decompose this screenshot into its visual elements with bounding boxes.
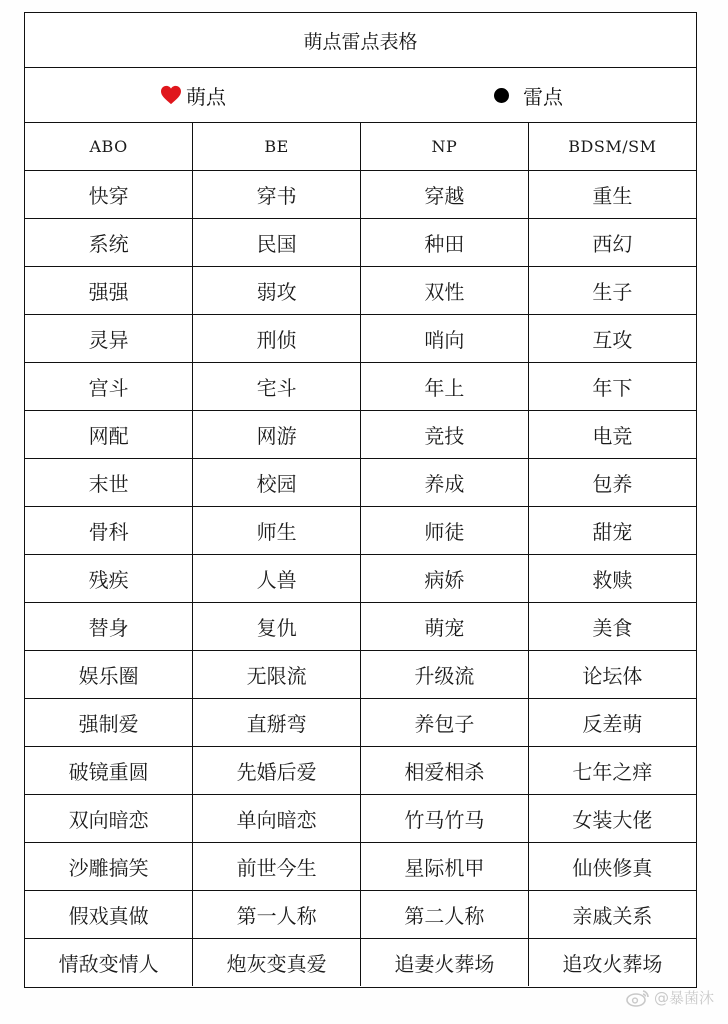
- tag-cell: 残疾: [25, 555, 193, 603]
- tag-cell: BDSM/SM: [528, 123, 696, 171]
- tag-cell: 甜宠: [528, 507, 696, 555]
- tag-cell: 穿越: [361, 171, 529, 219]
- tag-cell: 假戏真做: [25, 891, 193, 939]
- tag-cell: 复仇: [193, 603, 361, 651]
- tag-cell: 年下: [528, 363, 696, 411]
- tag-cell: 第一人称: [193, 891, 361, 939]
- legend-like-label: 萌点: [186, 84, 226, 109]
- tag-cell: 追妻火葬场: [361, 939, 529, 987]
- tag-cell: 美食: [528, 603, 696, 651]
- tag-cell: 萌宠: [361, 603, 529, 651]
- tag-cell: 校园: [193, 459, 361, 507]
- table-row: [25, 891, 696, 939]
- tag-cell: 仙侠修真: [528, 843, 696, 891]
- tag-cell: 养包子: [361, 699, 529, 747]
- heart-icon: [160, 85, 182, 105]
- table-row: [25, 507, 696, 555]
- tag-cell: 人兽: [193, 555, 361, 603]
- tag-cell: 无限流: [193, 651, 361, 699]
- tag-cell: 电竞: [528, 411, 696, 459]
- tag-cell: 年上: [361, 363, 529, 411]
- tag-cell: 快穿: [25, 171, 193, 219]
- tag-cell: 娱乐圈: [25, 651, 193, 699]
- tag-cell: 互攻: [528, 315, 696, 363]
- table-row: [25, 459, 696, 507]
- tag-cell: NP: [361, 123, 529, 171]
- legend-dislike: [494, 81, 563, 110]
- tag-cell: 刑侦: [193, 315, 361, 363]
- tag-cell: 强制爱: [25, 699, 193, 747]
- table-row: [25, 795, 696, 843]
- tag-cell: 西幻: [528, 219, 696, 267]
- tag-cell: 弱攻: [193, 267, 361, 315]
- tag-cell: 先婚后爱: [193, 747, 361, 795]
- tag-cell: 炮灰变真爱: [193, 939, 361, 987]
- table-title: 萌点雷点表格: [303, 30, 418, 53]
- tag-cell: 单向暗恋: [193, 795, 361, 843]
- tag-table: [25, 123, 696, 986]
- tag-cell: 沙雕搞笑: [25, 843, 193, 891]
- table-title-row: [25, 13, 696, 68]
- tag-cell: 双性: [361, 267, 529, 315]
- table-row: [25, 651, 696, 699]
- table-row: [25, 411, 696, 459]
- tag-cell: 双向暗恋: [25, 795, 193, 843]
- tag-cell: 论坛体: [528, 651, 696, 699]
- tag-cell: 追攻火葬场: [528, 939, 696, 987]
- table-row: [25, 555, 696, 603]
- tag-cell: 哨向: [361, 315, 529, 363]
- tag-cell: 前世今生: [193, 843, 361, 891]
- tag-cell: 强强: [25, 267, 193, 315]
- tag-cell: 救赎: [528, 555, 696, 603]
- tag-cell: 灵异: [25, 315, 193, 363]
- tag-cell: 替身: [25, 603, 193, 651]
- table-row: [25, 171, 696, 219]
- tag-cell: 种田: [361, 219, 529, 267]
- tag-cell: 师徒: [361, 507, 529, 555]
- tag-cell: ABO: [25, 123, 193, 171]
- tag-cell: 包养: [528, 459, 696, 507]
- tag-cell: 师生: [193, 507, 361, 555]
- table-row: [25, 843, 696, 891]
- legend-dislike-label: 雷点: [523, 84, 563, 109]
- tag-cell: BE: [193, 123, 361, 171]
- table-row: [25, 363, 696, 411]
- tag-cell: 网配: [25, 411, 193, 459]
- tag-cell: 生子: [528, 267, 696, 315]
- tag-cell: 系统: [25, 219, 193, 267]
- table-row: [25, 315, 696, 363]
- tag-cell: 七年之痒: [528, 747, 696, 795]
- tag-cell: 情敌变情人: [25, 939, 193, 987]
- tag-cell: 末世: [25, 459, 193, 507]
- tag-cell: 病娇: [361, 555, 529, 603]
- tag-cell: 竹马竹马: [361, 795, 529, 843]
- tag-cell: 直掰弯: [193, 699, 361, 747]
- tag-cell: 养成: [361, 459, 529, 507]
- tag-cell: 骨科: [25, 507, 193, 555]
- watermark: [626, 987, 714, 1008]
- watermark-text: @暴菌沐: [653, 989, 714, 1007]
- tag-cell: 宅斗: [193, 363, 361, 411]
- tag-cell: 民国: [193, 219, 361, 267]
- tag-cell: 相爱相杀: [361, 747, 529, 795]
- tag-cell: 破镜重圆: [25, 747, 193, 795]
- tag-cell: 升级流: [361, 651, 529, 699]
- tag-cell: 穿书: [193, 171, 361, 219]
- table-row: [25, 123, 696, 171]
- tag-cell: 亲戚关系: [528, 891, 696, 939]
- table-row: [25, 747, 696, 795]
- tag-cell: 第二人称: [361, 891, 529, 939]
- legend-like: [160, 81, 226, 110]
- preference-sheet: [24, 12, 697, 988]
- table-row: [25, 939, 696, 987]
- legend-row: [25, 68, 696, 123]
- tag-cell: 重生: [528, 171, 696, 219]
- tag-cell: 反差萌: [528, 699, 696, 747]
- table-row: [25, 219, 696, 267]
- weibo-logo-icon: [626, 989, 650, 1007]
- tag-cell: 女装大佬: [528, 795, 696, 843]
- tag-cell: 竞技: [361, 411, 529, 459]
- table-row: [25, 267, 696, 315]
- black-dot-icon: [494, 88, 509, 103]
- tag-cell: 网游: [193, 411, 361, 459]
- tag-cell: 星际机甲: [361, 843, 529, 891]
- table-row: [25, 603, 696, 651]
- tag-cell: 宫斗: [25, 363, 193, 411]
- table-row: [25, 699, 696, 747]
